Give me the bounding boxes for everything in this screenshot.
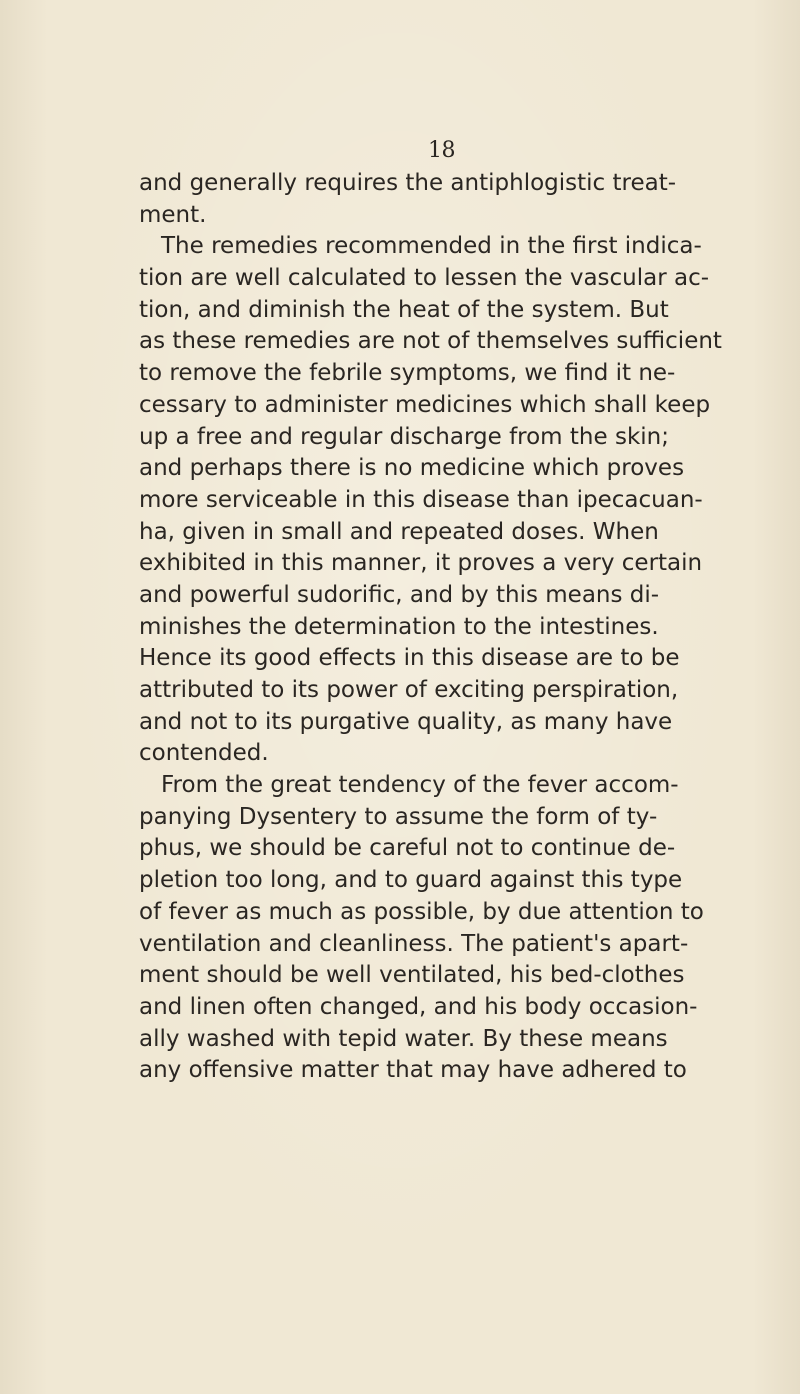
text-line: and generally requires the antiphlogistic treat- xyxy=(139,170,677,196)
page-number: 18 xyxy=(428,138,455,163)
text-line: more serviceable in this disease than ipecacuan- xyxy=(139,486,703,513)
text-line: cessary to administer medicines which shall keep xyxy=(139,391,711,418)
text-line: tion are well calculated to lessen the vascular ac- xyxy=(139,265,710,292)
text-line: and linen often changed, and his body occasion- xyxy=(139,993,698,1020)
text-line: ventilation and cleanliness. The patient's apart- xyxy=(139,930,689,957)
text-line: tion, and diminish the heat of the system. But xyxy=(139,296,669,323)
body-text xyxy=(139,168,722,1087)
text-line: panying Dysentery to assume the form of ty- xyxy=(139,803,658,830)
text-line: and powerful sudorific, and by this means di- xyxy=(139,581,660,608)
text-line: contended. xyxy=(139,740,269,767)
text-line: ment should be well ventilated, his bed-clothes xyxy=(139,962,685,989)
text-line: phus, we should be careful not to continue de- xyxy=(139,835,676,862)
text-line: pletion too long, and to guard against this type xyxy=(139,867,683,894)
text-line: ha, given in small and repeated doses. When xyxy=(139,518,659,545)
text-line: minishes the determination to the intestines. xyxy=(139,613,659,640)
text-line: From the great tendency of the fever accom- xyxy=(161,772,679,799)
text-line: exhibited in this manner, it proves a very certain xyxy=(139,550,703,577)
text-line: ment. xyxy=(139,201,207,228)
text-line: ally washed with tepid water. By these means xyxy=(139,1025,668,1052)
text-line: and perhaps there is no medicine which proves xyxy=(139,455,685,482)
text-line: of fever as much as possible, by due attention to xyxy=(139,898,704,925)
text-line: up a free and regular discharge from the skin; xyxy=(139,423,669,450)
text-line: The remedies recommended in the first indica- xyxy=(161,233,702,260)
text-line: Hence its good effects in this disease are to be xyxy=(139,645,680,672)
text-line: attributed to its power of exciting perspiration, xyxy=(139,677,679,703)
text-line: any offensive matter that may have adhered to xyxy=(139,1057,687,1084)
text-line: to remove the febrile symptoms, we find it ne- xyxy=(139,360,676,387)
text-line: as these remedies are not of themselves sufficient xyxy=(139,328,722,355)
text-line: and not to its purgative quality, as many have xyxy=(139,708,673,735)
